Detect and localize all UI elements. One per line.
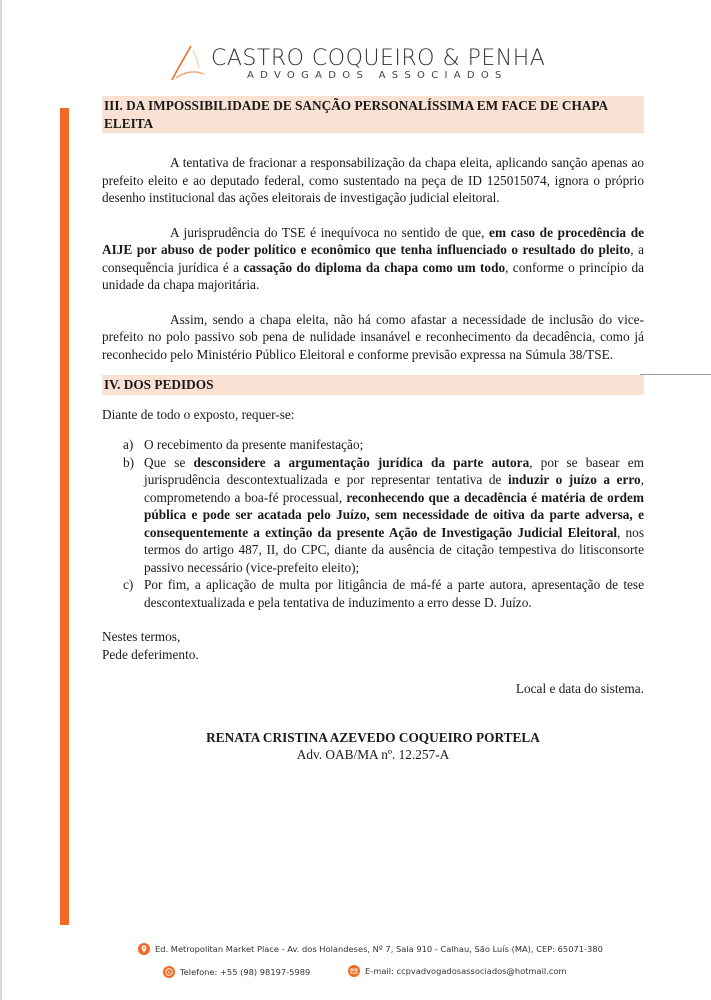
list-item: c) Por fim, a aplicação de multa por litigância de má-fé a parte autora, apresentação de tese descontextualizada e pela tentativa de induzimento a erro desse D. Juízo. bbox=[123, 577, 644, 610]
letterhead bbox=[0, 42, 711, 92]
section-heading-iv: IV. DOS PEDIDOS bbox=[102, 375, 644, 395]
list-item: a) O recebimento da presente manifestação; bbox=[123, 437, 364, 452]
paragraph-2: A jurisprudência do TSE é inequívoca no sentido de que, em caso de procedência de AIJE por abuso de poder político e econômico que tenha influenciado o resultado do pleito, a consequência jurídica é a cassação do diploma da chapa como um todo, conforme o princípio da unidade da chapa majoritária. bbox=[102, 224, 644, 292]
closing-line-1: Nestes termos, bbox=[102, 629, 181, 644]
section-heading-iii: III. DA IMPOSSIBILIDADE DE SANÇÃO PERSONALÍSSIMA EM FACE DE CHAPA ELEITA bbox=[102, 96, 644, 133]
page-left-border bbox=[0, 0, 2, 1000]
brand-name: CASTRO COQUEIRO & PENHA bbox=[211, 46, 546, 71]
email-icon bbox=[348, 965, 360, 977]
footer-phone: Telefone: +55 (98) 98197-5989 bbox=[163, 966, 310, 978]
footer-email: E-mail: ccpvadvogadosassociados@hotmail.com bbox=[348, 965, 567, 977]
footer-address: Ed. Metropolitan Market Place - Av. dos Holandeses, Nº 7, Sala 910 - Calhau, São Luís (MA), CEP: 65071-380 bbox=[138, 943, 603, 955]
brand-subtitle: ADVOGADOS ASSOCIADOS bbox=[247, 70, 508, 81]
logo-mark-icon bbox=[170, 44, 206, 84]
whatsapp-icon bbox=[163, 966, 175, 978]
closing-line-2: Pede deferimento. bbox=[102, 646, 199, 662]
document-body bbox=[102, 96, 644, 764]
signer-oab: Adv. OAB/MA nº. 12.257-A bbox=[296, 747, 450, 762]
signer-name: RENATA CRISTINA AZEVEDO COQUEIRO PORTELA bbox=[206, 729, 540, 745]
requests-list bbox=[102, 436, 644, 611]
requests-intro: Diante de todo o exposto, requer-se: bbox=[102, 406, 295, 422]
list-item: b) Que se desconsidere a argumentação jurídica da parte autora, por se basear em jurisprudência descontextualizada e por representar tentativa de induzir o juízo a erro, comprometendo a boa-fé processual, reconhecendo que a decadência é matéria de ordem pública e pode ser acatada pelo Juízo, sem necessidade de oitiva da parte adversa, e consequentemente a extinção da presente Ação de Investigação Judicial Eleitoral, nos termos do artigo 487, II, do CPC, diante da ausência de citação tempestiva do litisconsorte passivo necessário (vice-prefeito eleito); bbox=[123, 454, 645, 575]
place-date: Local e data do sistema. bbox=[515, 681, 644, 696]
location-pin-icon bbox=[138, 943, 150, 955]
accent-bar bbox=[60, 108, 69, 925]
paragraph-3: Assim, sendo a chapa eleita, não há como afastar a necessidade de inclusão do vice-prefeito no polo passivo sob pena de nulidade insanável e reconhecimento da decadência, como já reconhecido pelo Ministério Público Eleitoral e conforme previsão expressa na Súmula 38/TSE. bbox=[102, 311, 644, 362]
paragraph-1: A tentativa de fracionar a responsabilização da chapa eleita, aplicando sanção apenas ao prefeito eleito e ao deputado federal, como sustentado na peça de ID 125015074, ignora o próprio desenho institucional das ações eleitorais de investigação judicial eleitoral. bbox=[102, 155, 644, 205]
margin-divider-line bbox=[640, 374, 711, 375]
